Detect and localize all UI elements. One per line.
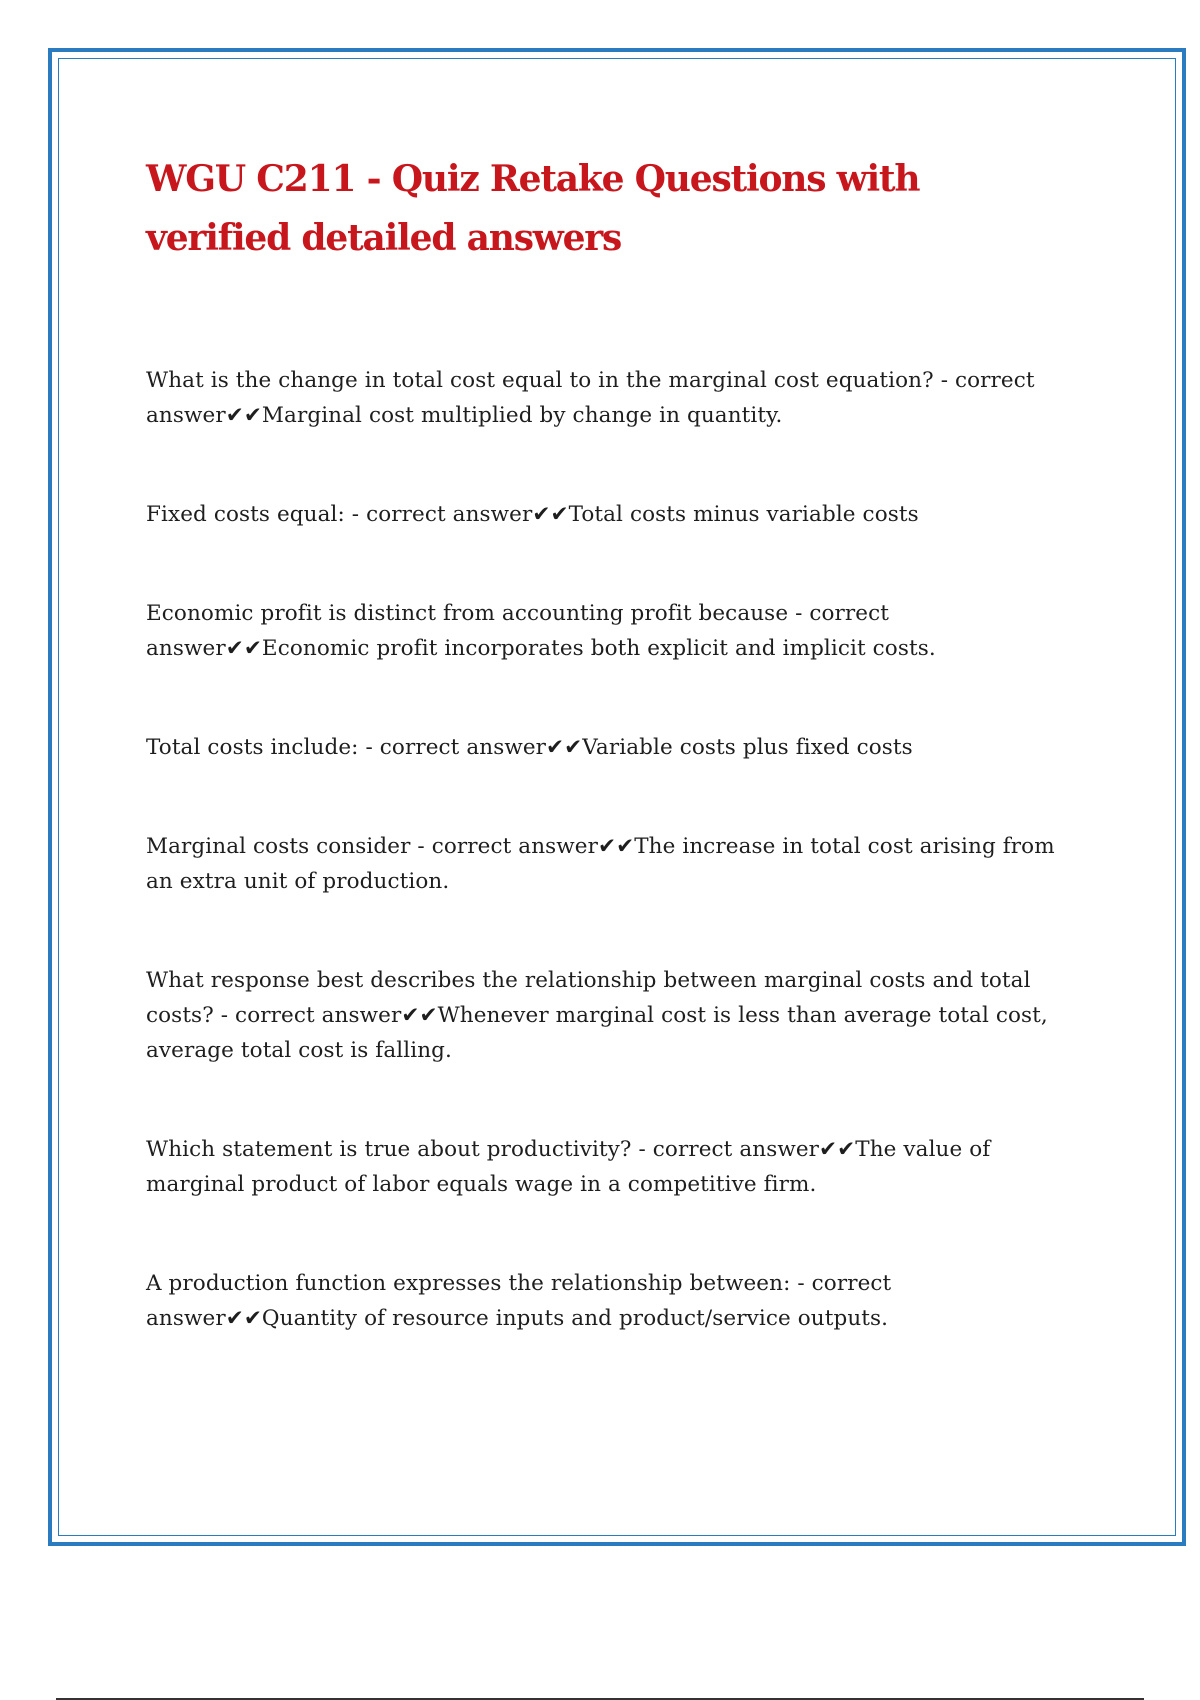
qa-entry: A production function expresses the relationship between: - correct answer✔✔Quantity of resource inputs and product/service outputs. (146, 1271, 892, 1331)
document-title: WGU C211 - Quiz Retake Questions with verified detailed answers (146, 158, 920, 259)
qa-entry: Which statement is true about productivity? - correct answer✔✔The value of marginal product of labor equals wage in a competitive firm. (146, 1137, 991, 1197)
qa-entry: Total costs include: - correct answer✔✔Variable costs plus fixed costs (146, 735, 913, 760)
qa-entry: Economic profit is distinct from accounting profit because - correct answer✔✔Economic profit incorporates both explicit and implicit costs. (146, 601, 936, 661)
document-content (146, 150, 1086, 1400)
qa-entry: What is the change in total cost equal to in the marginal cost equation? - correct answer✔✔Marginal cost multiplied by change in quantity. (146, 368, 1035, 428)
qa-entry: What response best describes the relationship between marginal costs and total costs? - correct answer✔✔Whenever marginal cost is less than average total cost, average total cost is falling. (146, 968, 1048, 1063)
qa-entry: Fixed costs equal: - correct answer✔✔Total costs minus variable costs (146, 502, 919, 527)
qa-entry: Marginal costs consider - correct answer✔✔The increase in total cost arising from an extra unit of production. (146, 834, 1055, 894)
